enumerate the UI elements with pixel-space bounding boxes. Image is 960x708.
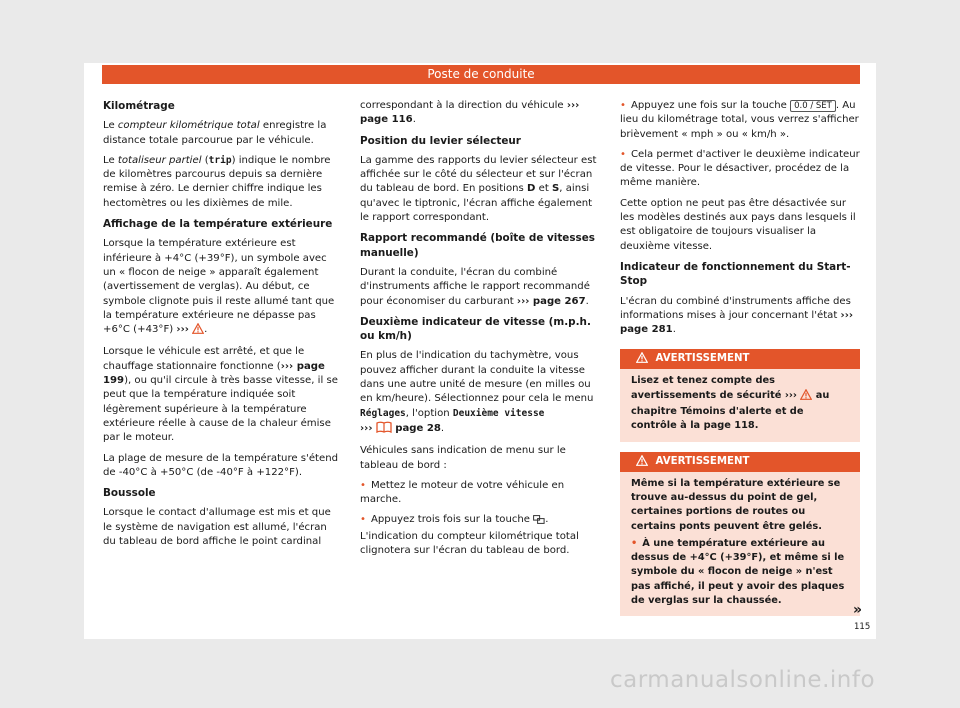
page-header: Poste de conduite <box>102 65 860 84</box>
heading-rapport: Rapport recommandé (boîte de vitesses manuelle) <box>360 232 595 259</box>
paragraph: La plage de mesure de la température s'étend de -40°C à +50°C (de -40°F à +122°F). <box>103 452 339 478</box>
list-item: • Mettez le moteur de votre véhicule en marche. <box>360 479 598 508</box>
list-item: • Appuyez trois fois sur la touche . L'indication du compteur kilométrique total clignotera sur l'écran du tableau de bord. <box>360 513 598 558</box>
heading-temperature: Affichage de la température extérieure <box>103 218 333 231</box>
paragraph: La gamme des rapports du levier sélecteur est affichée sur le côté du sélecteur et sur l'écran du tableau de bord. En positions D et S, ainsi qu'avec le tiptronic, l'écran affiche également le rapport correspondant. <box>360 154 597 224</box>
paragraph: correspondant à la direction du véhicule ››› page 116. <box>360 100 580 126</box>
continue-marker: » <box>853 602 863 618</box>
paragraph: Le totaliseur partiel (trip) indique le nombre de kilomètres parcourus depuis sa dernière remise à zéro. Le dernier chiffre indique les hectomètres ou les dixièmes de mile. <box>103 154 331 209</box>
book-reference-icon <box>376 421 392 438</box>
list-item: • Cela permet d'activer le deuxième indicateur de vitesse. Pour le désactiver, procédez de la même manière. <box>620 148 860 191</box>
column-2 <box>360 99 598 564</box>
column-1 <box>103 99 341 555</box>
heading-start-stop: Indicateur de fonctionnement du Start-Stop <box>620 260 851 288</box>
manual-page <box>84 63 876 639</box>
page-link[interactable]: page 28 <box>391 422 441 434</box>
column-3 <box>620 99 863 626</box>
paragraph: Véhicules sans indication de menu sur le tableau de bord : <box>360 445 566 471</box>
watermark: carmanualsonline.info <box>610 667 876 693</box>
paragraph: L'écran du combiné d'instruments affiche des informations mises à jour concernant l'état ››› page 281. <box>620 295 854 336</box>
warning-triangle-icon <box>636 351 648 371</box>
paragraph: Durant la conduite, l'écran du combiné d'instruments affiche le rapport recommandé pour économiser du carburant ››› page 267. <box>360 266 590 307</box>
page-link[interactable]: ››› page 267 <box>516 295 586 307</box>
heading-boussole: Boussole <box>103 487 156 500</box>
warning-triangle-icon <box>800 389 812 405</box>
warning-box-1 <box>620 349 860 441</box>
page-link[interactable]: ››› page 199 <box>103 360 325 387</box>
page-link[interactable]: ››› page 116 <box>360 100 580 126</box>
heading-levier: Position du levier sélecteur <box>360 134 521 147</box>
paragraph: Le compteur kilométrique total enregistre la distance totale parcourue par le véhicule. <box>103 120 327 146</box>
page-number: 115 <box>854 622 871 632</box>
warning-triangle-icon <box>636 454 648 474</box>
set-key-label: 0.0 / SET <box>790 100 836 112</box>
warning-header: AVERTISSEMENT <box>620 452 860 472</box>
heading-vitesse: Deuxième indicateur de vitesse (m.p.h. ou km/h) <box>360 315 591 343</box>
paragraph: Lorsque le véhicule est arrêté, et que le chauffage stationnaire fonctionne (››› page 199), ou qu'il circule à très basse vitesse, il se peut que la température indiquée soit légèrement supérieure à la température extérieure réelle à cause de la chaleur émise par le moteur. <box>103 346 338 444</box>
paragraph: En plus de l'indication du tachymètre, vous pouvez afficher durant la conduite la vitesse dans une autre unité de mesure (en milles ou en km/heure). Sélectionnez pour cela le menu Réglages, l'option Deuxième vitesse ››› page 28. <box>360 349 598 438</box>
paragraph: Lorsque la température extérieure est inférieure à +4°C (+39°F), un symbole avec un « flocon de neige » apparaît également (avertissement de verglas). Au début, ce symbole clignote puis il reste allumé tant que la température extérieure ne dépasse pas +6°C (+43°F) ››› . <box>103 237 341 339</box>
page-link[interactable]: ››› page 281 <box>620 309 854 336</box>
warning-body: Même si la température extérieure se trouve au-dessus du point de gel, certaines portions de routes ou certains ponts peuvent être gelés. • À une température extérieure au dessus de +4°C (+39°F), et même si le symbole du « flocon de neige » n'est pas affiché, il peut y avoir des plaques de verglas sur la chaussée. <box>620 472 860 617</box>
warning-body: Lisez et tenez compte des avertissements de sécurité ››› au chapitre Témoins d'alerte et de contrôle à la page 118. <box>631 375 830 432</box>
warning-box-2 <box>620 452 863 618</box>
paragraph: Cette option ne peut pas être désactivée sur les modèles destinés aux pays dans lesquels il est obligatoire de toujours visualiser la deuxième vitesse. <box>620 197 856 252</box>
heading-kilometrage: Kilométrage <box>103 100 175 112</box>
paragraph: Lorsque le contact d'allumage est mis et que le système de navigation est allumé, l'écran du tableau de bord affiche le point cardinal <box>103 507 331 548</box>
list-item: • Appuyez une fois sur la touche 0.0 / SET . Au lieu du kilométrage total, vous verrez s'afficher brièvement « mph » ou « km/h ». <box>620 99 860 142</box>
warning-header: AVERTISSEMENT <box>620 349 860 369</box>
warning-triangle-icon <box>192 323 204 339</box>
trip-button-icon <box>533 515 545 529</box>
